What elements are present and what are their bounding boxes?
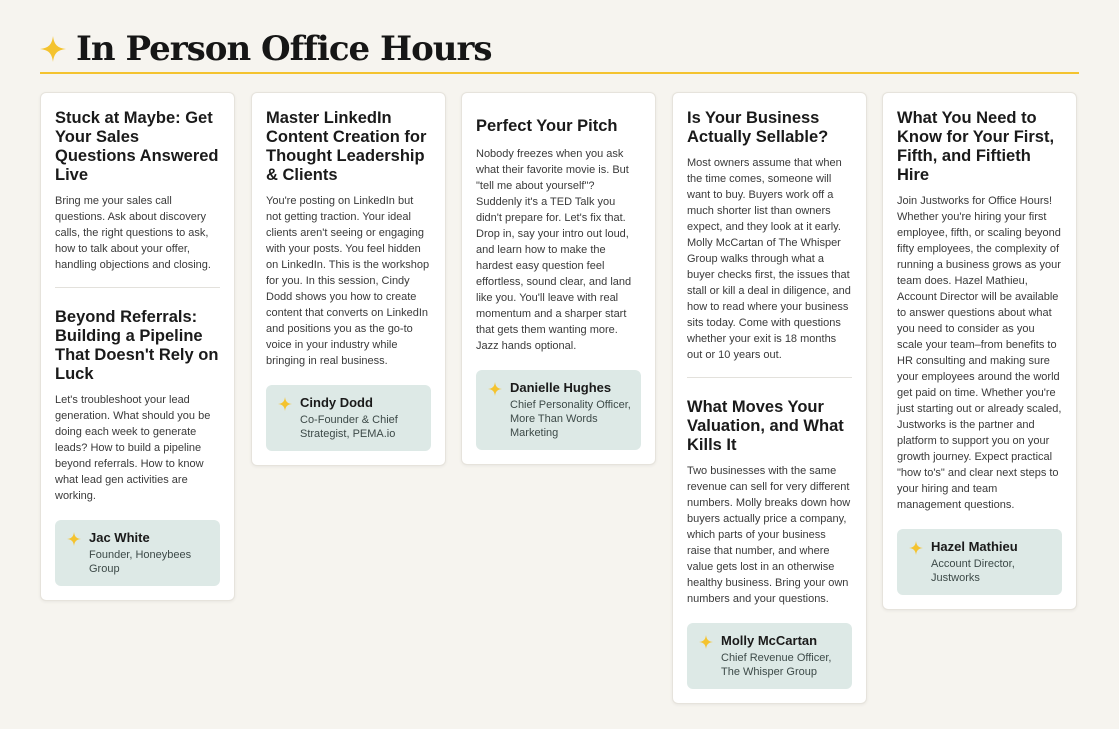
speaker-role: Chief Revenue Officer, The Whisper Group: [721, 652, 832, 678]
session-title: Stuck at Maybe: Get Your Sales Questions Answered Live: [55, 109, 219, 184]
session-description: Two businesses with the same revenue can sell for very different numbers. Molly breaks down how buyers actually price a company, which parts of your business raise that number, and where value gets lost in an otherwise healthy business. Bring your own numbers and your questions.: [687, 465, 851, 605]
speaker-name: Cindy Dodd: [300, 395, 373, 410]
session-description: Nobody freezes when you ask what their favorite movie is. But "tell me about yourself"? Suddenly it's a TED Talk you didn't prepare for. Let's fix that. Drop in, say your intro out loud, and learn how to make the hardest easy question feel effortless, sound clear, and land like you. You'll leave with real momentum and a sharper start that gets them wanting more. Jazz hands optional.: [476, 148, 632, 352]
session-title: Master LinkedIn Content Creation for Thought Leadership & Clients: [266, 109, 427, 184]
speaker-name: Jac White: [89, 530, 150, 545]
session-title: Perfect Your Pitch: [476, 117, 618, 135]
session-card: [40, 92, 235, 601]
speaker-badge: [897, 529, 1062, 595]
session-title: What You Need to Know for Your First, Fifth, and Fiftieth Hire: [897, 109, 1055, 184]
session-description: Most owners assume that when the time comes, someone will want to buy. Buyers work off a much shorter list than owners expect, and they look at it early. Molly McCartan of The Whisper Group walks through what a buyer checks first, the issues that stall or kill a deal in diligence, and how to read where your business sits today. Come with questions whether your exit is 18 months out or 10 years out.: [687, 157, 851, 361]
session-card: [461, 92, 656, 465]
speaker-role: Founder, Honeybees Group: [89, 549, 192, 575]
speaker-name: Molly McCartan: [721, 633, 818, 648]
speaker-role: Account Director, Justworks: [931, 558, 1015, 584]
sparkle-icon: [488, 382, 502, 396]
session-card: [882, 92, 1077, 610]
speaker-role: Co-Founder & Chief Strategist, PEMA.io: [300, 414, 398, 440]
session-title: Is Your Business Actually Sellable?: [687, 109, 829, 146]
page-header: [40, 24, 1079, 74]
page-title: In Person Office Hours: [76, 29, 492, 69]
sparkle-icon: [278, 397, 292, 411]
session-description: You're posting on LinkedIn but not getting traction. Your ideal clients aren't seeing or engaging with your posts. You feel hidden on LinkedIn. This is the workshop for you. In this session, Cindy Dodd shows you how to create content that converts on LinkedIn and positions you as the go-to voice in your industry while bringing in real business.: [266, 195, 430, 367]
sparkle-icon: [909, 541, 923, 555]
speaker-role: Chief Personality Officer, More Than Words Marketing: [510, 399, 631, 439]
speaker-name: Hazel Mathieu: [931, 539, 1018, 554]
speaker-name: Danielle Hughes: [510, 380, 612, 395]
speaker-badge: [687, 623, 852, 689]
session-description: Bring me your sales call questions. Ask about discovery calls, the right questions to ask, how to talk about your offer, handling objections and closing.: [55, 195, 211, 271]
speaker-badge: [55, 520, 220, 586]
header-divider: [40, 72, 1079, 74]
speaker-badge: [266, 385, 431, 451]
session-title: What Moves Your Valuation, and What Kills It: [687, 398, 844, 454]
speaker-badge: [476, 370, 641, 450]
session-description: Join Justworks for Office Hours! Whether you're hiring your first employee, fifth, or scaling beyond fifty employees, the complexity of running a business grows as your team does. Hazel Mathieu, Account Director will be available to answer questions about what you need to consider as you scale your team–from benefits to HR consulting and making sure your employees around the world get paid on time. Whether you're just starting out or already scaled, Justworks is the partner and platform to support you on your growth journey. Expect practical "how to's" and clear next steps to your hiring and team management questions.: [897, 195, 1062, 511]
session-card: [251, 92, 446, 466]
session-card: [672, 92, 867, 704]
sparkle-icon: [40, 36, 66, 62]
session-divider: [55, 287, 220, 288]
sparkle-icon: [699, 635, 713, 649]
session-description: Let's troubleshoot your lead generation. What should you be doing each week to generate leads? How to build a pipeline beyond referrals. How to know what lead gen activities are working.: [55, 394, 211, 502]
sparkle-icon: [67, 532, 81, 546]
session-title: Beyond Referrals: Building a Pipeline That Doesn't Rely on Luck: [55, 308, 219, 383]
session-divider: [687, 377, 852, 378]
